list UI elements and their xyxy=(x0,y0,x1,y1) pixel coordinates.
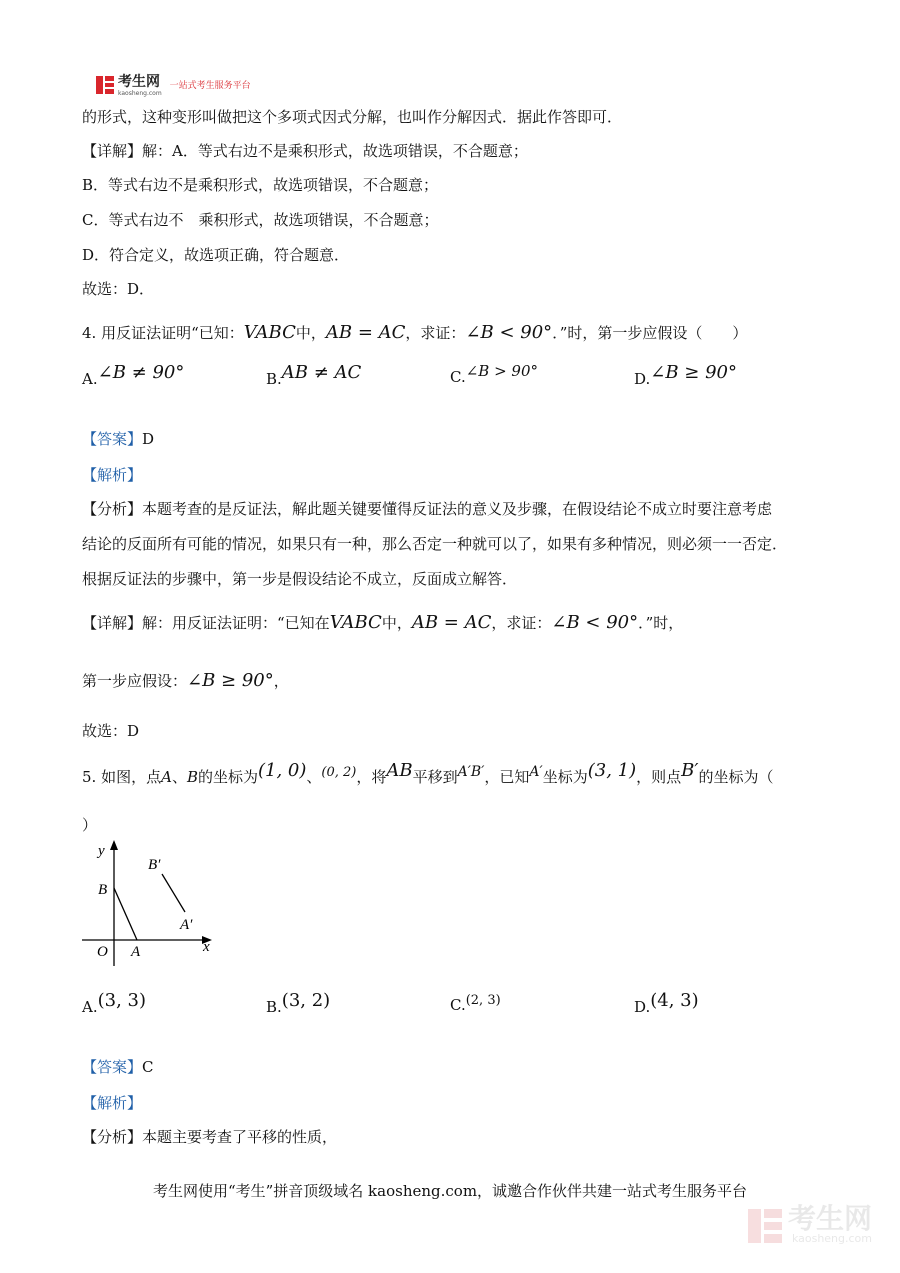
xiangjie-part: 中， xyxy=(381,614,412,632)
answer-value: D xyxy=(142,430,155,448)
logo-name: 考生网 xyxy=(118,74,160,90)
q5-stem-part: ，则点 xyxy=(636,768,682,786)
q4-math-condition: AB = AC xyxy=(325,322,406,343)
option-math: (3, 3) xyxy=(97,990,147,1011)
watermark-logo-icon xyxy=(748,1209,782,1243)
q5-stem xyxy=(82,760,774,787)
q5-stem-part: 的坐标为（ xyxy=(698,768,774,786)
q5-option-a xyxy=(82,990,147,1017)
xiangjie-part: ，求证： xyxy=(491,614,552,632)
point-b2-label: B′ xyxy=(148,857,161,873)
q5-stem-close: ） xyxy=(82,816,98,834)
option-label: B. xyxy=(266,370,282,388)
option-math: (3, 2) xyxy=(281,990,331,1011)
y-axis-arrow-icon xyxy=(110,840,118,850)
q5-math: AB xyxy=(386,760,413,781)
q4-option-b xyxy=(266,362,362,389)
answer-tag: 【答案】 xyxy=(82,430,143,448)
fenxi-tag: 【分析】 xyxy=(82,1128,143,1146)
q5-option-d xyxy=(634,990,699,1017)
q4-stem-part: ，求证： xyxy=(405,324,466,342)
q4-fenxi-line: 根据反证法的步骤中，第一步是假设结论不成立，反面成立解答． xyxy=(82,570,518,588)
text-line: D．符合定义，故选项正确，符合题意． xyxy=(82,246,350,264)
point-a-label: A xyxy=(131,944,141,960)
xiangjie-part: 解：用反证法证明：“已知在 xyxy=(142,614,330,632)
q4-option-c xyxy=(450,362,539,386)
q5-option-b xyxy=(266,990,331,1017)
q5-math: (1, 0) xyxy=(258,760,307,781)
option-label: D. xyxy=(634,370,651,388)
xiangjie-tag: 【详解】 xyxy=(82,614,143,632)
q5-stem-part: 的坐标为 xyxy=(197,768,258,786)
q4-fenxi-line: 结论的反面所有可能的情况，如果只有一种，那么否定一种就可以了，如果有多种情况，则必须一一否定． xyxy=(82,535,788,553)
fenxi-text: 本题考查的是反证法，解此题关键要懂得反证法的意义及步骤，在假设结论不成立时要注意考虑 xyxy=(142,500,773,518)
q4-option-d xyxy=(634,362,738,389)
q5-analysis-tag: 【解析】 xyxy=(82,1094,143,1112)
q5-answer xyxy=(82,1056,154,1077)
header-logo xyxy=(96,72,251,97)
q5-math: A′ xyxy=(529,764,543,780)
q5-stem-part: 、 xyxy=(306,768,322,786)
q5-stem-part: ，将 xyxy=(356,768,387,786)
q4-stem-part: 中， xyxy=(295,324,326,342)
option-label: B. xyxy=(266,998,282,1016)
fenxi-text: 本题主要考查了平移的性质， xyxy=(142,1128,338,1146)
q4-xiangjie-line xyxy=(82,612,683,633)
xiangjie-math: ∠B < 90° xyxy=(551,612,639,633)
q5-option-c xyxy=(450,993,501,1014)
option-label: A. xyxy=(82,998,98,1016)
xiangjie-part: ．”时， xyxy=(638,614,684,632)
answer-tag: 【答案】 xyxy=(82,1058,143,1076)
q5-fenxi-line xyxy=(82,1126,337,1147)
q4-stem-part: ．”时，第一步应假设（ ） xyxy=(552,324,748,342)
segment-a2b2 xyxy=(162,874,185,912)
y-label: y xyxy=(98,843,105,859)
fenxi-tag: 【分析】 xyxy=(82,500,143,518)
q5-math: B′ xyxy=(681,760,699,781)
logo-domain: kaosheng.com xyxy=(118,90,162,97)
q5-math: (0, 2) xyxy=(321,765,357,780)
point-a2-label: A′ xyxy=(180,917,193,933)
q5-point: B xyxy=(186,768,198,786)
text-line: B．等式右边不是乘积形式，故选项错误，不合题意； xyxy=(82,176,439,194)
option-math: ∠B ≠ 90° xyxy=(97,362,185,383)
segment-ab xyxy=(114,888,137,940)
option-math: ∠B > 90° xyxy=(465,362,539,380)
q4-stem-part: 4. 用反证法证明“已知： xyxy=(82,324,244,342)
q4-analysis-tag: 【解析】 xyxy=(82,466,143,484)
xiangjie-math: VABC xyxy=(329,612,382,633)
watermark xyxy=(748,1202,872,1245)
kaosheng-logo-icon xyxy=(96,76,114,94)
option-label: A. xyxy=(82,370,98,388)
xiangjie-math: AB = AC xyxy=(411,612,492,633)
text-line: 的形式，这种变形叫做把这个多项式因式分解，也叫作分解因式．据此作答即可． xyxy=(82,108,623,126)
q5-point: A xyxy=(161,768,172,786)
detail-text: 解：A．等式右边不是乘积形式，故选项错误，不合题意； xyxy=(142,142,528,160)
page-footer: 考生网使用“考生”拼音顶级域名 kaosheng.com，诚邀合作伙伴共建一站式考生服务平台 xyxy=(152,1182,748,1200)
q5-stem-part: 5. 如图，点 xyxy=(82,768,162,786)
q5-stem-part: ，已知 xyxy=(484,768,530,786)
q4-math-goal: ∠B < 90° xyxy=(465,322,553,343)
watermark-name: 考生网 xyxy=(787,1202,872,1235)
q5-stem-part: 平移到 xyxy=(412,768,458,786)
option-math: (2, 3) xyxy=(465,993,501,1008)
option-label: D. xyxy=(634,998,651,1016)
option-label: C. xyxy=(450,368,466,386)
answer-value: C xyxy=(142,1058,154,1076)
q4-math-triangle: VABC xyxy=(243,322,296,343)
step-text: 第一步应假设： xyxy=(82,672,188,690)
q5-math: A′B′ xyxy=(457,764,485,780)
option-label: C. xyxy=(450,996,466,1014)
option-math: ∠B ≥ 90° xyxy=(650,362,738,383)
q4-option-a xyxy=(82,362,185,389)
origin-label: O xyxy=(97,944,108,960)
option-math: (4, 3) xyxy=(650,990,699,1011)
q5-figure xyxy=(78,838,228,968)
q4-step-line xyxy=(82,670,289,691)
q4-answer xyxy=(82,428,154,449)
q4-choose: 故选：D xyxy=(82,722,140,740)
x-label: x xyxy=(203,939,210,955)
text-line: C．等式右边不 乘积形式，故选项错误，不合题意； xyxy=(82,211,439,229)
q4-fenxi-line xyxy=(82,498,772,519)
step-math: ∠B ≥ 90° xyxy=(187,670,274,691)
watermark-domain: kaosheng.com xyxy=(791,1232,872,1245)
text-line xyxy=(82,140,528,161)
detail-tag: 【详解】 xyxy=(82,142,143,160)
q5-stem-part: 、 xyxy=(171,768,187,786)
q4-stem xyxy=(82,322,747,343)
option-math: AB ≠ AC xyxy=(281,362,362,383)
step-text: ， xyxy=(273,672,289,690)
q5-stem-part: 坐标为 xyxy=(542,768,588,786)
text-line: 故选：D． xyxy=(82,280,155,298)
q5-math: (3, 1) xyxy=(587,760,637,781)
point-b-label: B xyxy=(98,882,108,898)
logo-slogan: 一站式考生服务平台 xyxy=(169,81,251,91)
